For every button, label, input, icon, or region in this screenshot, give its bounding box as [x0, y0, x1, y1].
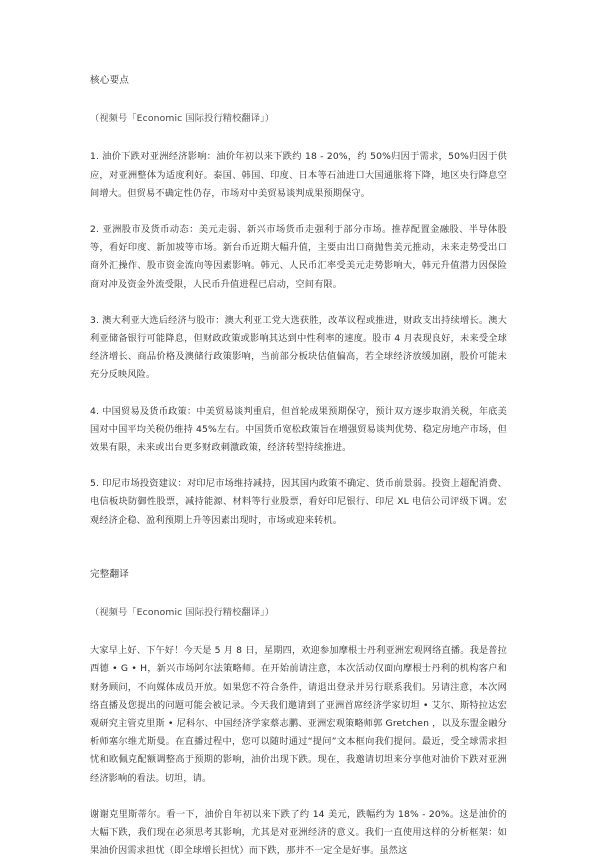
- translation-source: （视频号「Economic 国际投行精校翻译」）: [90, 607, 275, 619]
- translation-paragraph-2: 谢谢克里斯蒂尔。看一下，油价自年初以来下跌了约 14 美元，跌幅约为 18% - 20%。这是油价的大幅下跌，我们现在必须思考其影响，尤其是对亚洲经济的意义。我们一直使用这样的分析框架：如果油价因需求担忧（即全球增长担忧）而下跌，那并不一定全是好事。虽然这: [90, 808, 507, 857]
- translation-heading: 完整翻译: [90, 568, 129, 580]
- summary-point-1: 1. 油价下跌对亚洲经济影响：油价年初以来下跌约 18 - 20%，约 50%归因于需求，50%归因于供应，对亚洲整体为适度利好。泰国、韩国、印度、日本等石油进口大国通胀将下降，地区央行降息空间增大。但贸易不确定性仍存，市场对中美贸易谈判成果预期保守。: [90, 151, 507, 199]
- summary-point-3: 3. 澳大利亚大选后经济与股市：澳大利亚工党大选获胜，改革议程或推进，财政支出持续增长。澳大利亚储备银行可能降息，但财政政策或影响其达到中性利率的速度。股市 4 月表现良好，未来受全球经济增长、商品价格及澳储行政策影响，当前部分板块估值偏高，若全球经济放缓加剧，股价可能未充分反映风险。: [90, 314, 507, 381]
- summary-section: [90, 72, 507, 530]
- summary-heading: 核心要点: [90, 75, 129, 86]
- summary-point-4: 4. 中国贸易及货币政策：中美贸易谈判重启，但首轮成果预期保守，预计双方逐步取消关税，年底美国对中国平均关税仍维持 45%左右。中国货币宽松政策旨在增强贸易谈判优势、稳定房地产市场，但效果有限，未来或出台更多财政刺激政策，经济转型持续推进。: [90, 405, 507, 454]
- summary-point-2: 2. 亚洲股市及货币动态：美元走弱、新兴市场货币走强利于部分市场。推荐配置金融股、半导体股等，看好印度、新加坡等市场。新台币近期大幅升值，主要由出口商抛售美元推动，未来走势受出口商外汇操作、股市资金流向等因素影响。韩元、人民币汇率受美元走势影响大，韩元升值潜力因保险商对冲及资金外流受限，人民币升值进程已启动，空间有限。: [90, 224, 507, 290]
- summary-source: （视频号「Economic 国际投行精校翻译」）: [90, 113, 275, 125]
- translation-section: [90, 566, 507, 861]
- summary-point-5: 5. 印尼市场投资建议：对印尼市场维持减持，因其国内政策不确定、货币前景弱。投资上超配消费、电信板块防御性股票，减持能源、材料等行业股票，看好印尼银行、印尼 XL 电信公司评级下调。宏观经济企稳、盈利预期上升等因素出现时，市场或迎来转机。: [90, 478, 507, 526]
- translation-paragraph-1: 大家早上好、下午好！今天是 5 月 8 日，星期四，欢迎参加摩根士丹利亚洲宏观网络直播。我是普拉西德 • G • H，新兴市场阿尔法策略师。在开始前请注意，本次活动仅面向摩根士丹利的机构客户和财务顾问，不向媒体成员开放。如果您不符合条件，请退出登录并另行联系我们。另请注意，本次网络直播及您提出的问题可能会被记录。今天我们邀请到了亚洲首席经济学家切坦 • 艾尔、斯特拉达宏观研究主管克里斯 • 尼科尔、中国经济学家蔡志鹏、亚洲宏观策略师郭 Gretchen ，以及东盟金融分析师塞尔维尤斯曼。在直播过程中，您可以随时通过“提问”文本框向我们提问。最近，受全球需求担忧和欧佩克配额调整高于预期的影响，油价出现下跌。现在，我邀请切坦来分享他对油价下跌对亚洲经济影响的看法。切坦，请。: [90, 645, 507, 784]
